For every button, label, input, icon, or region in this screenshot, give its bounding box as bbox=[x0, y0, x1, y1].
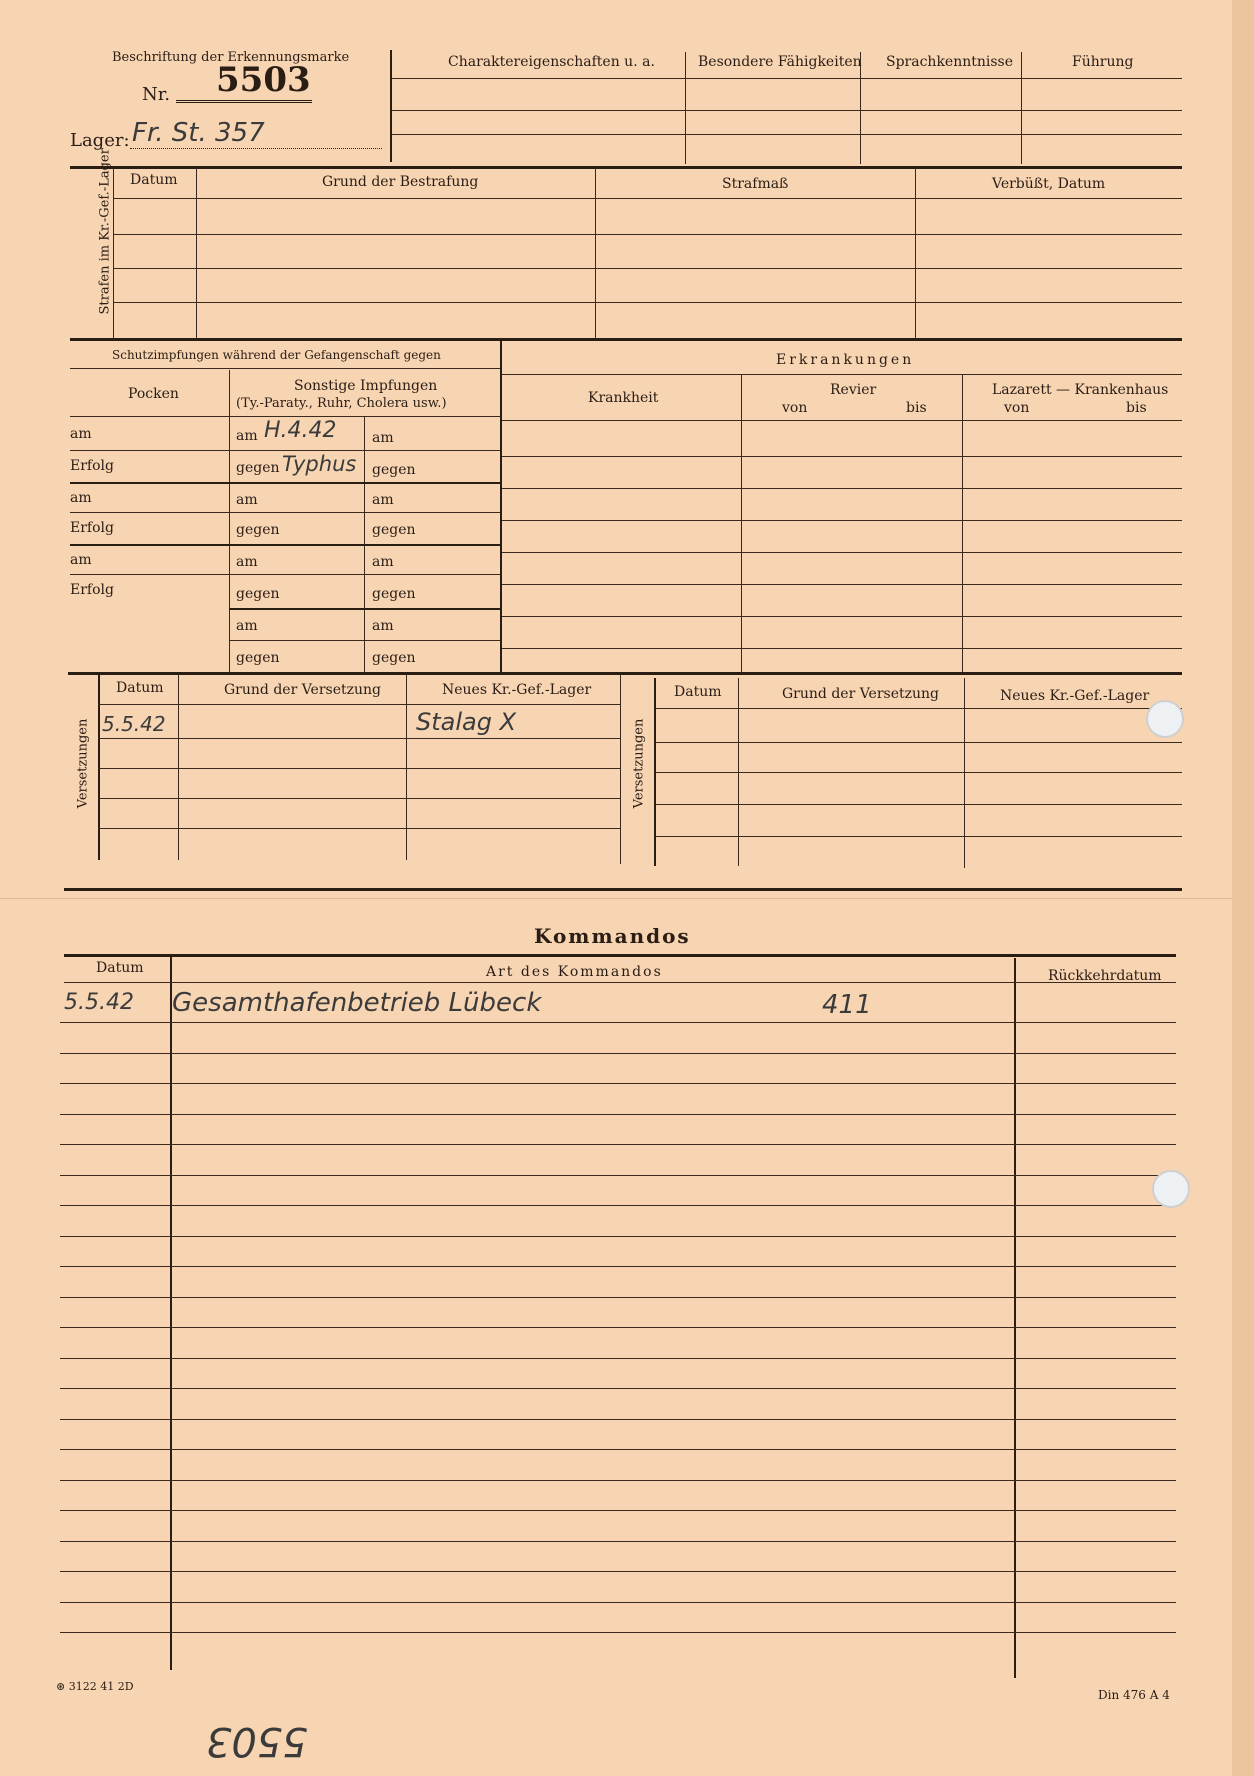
vers-col-lager-l: Neues Kr.-Gef.-Lager bbox=[442, 682, 592, 698]
sonst-gegen-4: gegen bbox=[236, 650, 280, 666]
strafen-side-label: Strafen im Kr.-Gef.-Lager bbox=[97, 148, 113, 315]
rule bbox=[64, 954, 1176, 957]
punch-hole-bottom bbox=[1152, 1170, 1190, 1208]
bottom-number: 5503 bbox=[206, 1718, 308, 1764]
kom-row-rule bbox=[60, 1083, 1176, 1084]
erk-revier-von: von bbox=[782, 400, 808, 416]
hand-gegen: Typhus bbox=[282, 452, 357, 476]
rule bbox=[1021, 52, 1022, 164]
rule bbox=[196, 168, 197, 338]
col-faehigkeiten: Besondere Fähigkeiten bbox=[698, 54, 862, 70]
impf-col-sonstige-sub: (Ty.-Paraty., Ruhr, Cholera usw.) bbox=[236, 396, 447, 411]
nr-label: Nr. bbox=[142, 84, 171, 105]
sonst-gegen-4b: gegen bbox=[372, 650, 416, 666]
kom-row-rule bbox=[60, 1510, 1176, 1511]
rule bbox=[656, 772, 1182, 773]
rule bbox=[98, 768, 620, 769]
punch-hole-top bbox=[1146, 700, 1184, 738]
kom-row-rule bbox=[60, 1602, 1176, 1603]
kom-row-rule bbox=[60, 1419, 1176, 1420]
rule bbox=[392, 134, 1182, 135]
kommandos-title: Kommandos bbox=[534, 924, 691, 948]
rule bbox=[741, 374, 742, 672]
rule bbox=[70, 482, 500, 484]
col-sprach: Sprachkenntnisse bbox=[886, 54, 1014, 70]
rule bbox=[656, 708, 1182, 709]
rule bbox=[502, 616, 1182, 617]
kom-row-rule bbox=[60, 1144, 1176, 1145]
sonst-gegen-3b: gegen bbox=[372, 586, 416, 602]
print-code-text: 3122 41 2D bbox=[68, 1680, 134, 1693]
rule bbox=[98, 674, 100, 860]
pocken-am-3: am bbox=[70, 552, 92, 568]
kom-entry-datum: 5.5.42 bbox=[64, 990, 134, 1015]
rule bbox=[595, 168, 596, 338]
rule bbox=[70, 574, 500, 575]
header-divider bbox=[390, 50, 392, 162]
sonst-am-4: am bbox=[236, 618, 258, 634]
din-label: Din 476 A 4 bbox=[1098, 1688, 1170, 1702]
sonst-gegen-1: gegen bbox=[236, 460, 280, 476]
print-mark-icon: ⊛ bbox=[56, 1680, 69, 1693]
impf-col-sonstige: Sonstige Impfungen bbox=[294, 378, 438, 394]
nr-underline bbox=[176, 100, 312, 103]
vers-col-datum-r: Datum bbox=[674, 684, 722, 700]
lager-label: Lager: bbox=[70, 130, 130, 151]
rule bbox=[962, 374, 963, 672]
sonst-gegen-2b: gegen bbox=[372, 522, 416, 538]
kom-col-datum: Datum bbox=[96, 960, 144, 976]
rule bbox=[178, 674, 179, 860]
rule bbox=[964, 678, 965, 868]
kom-entry-nr: 411 bbox=[822, 990, 872, 1020]
kom-row-rule bbox=[60, 1297, 1176, 1298]
impf-title: Schutzimpfungen während der Gefangenschaft gegen bbox=[112, 348, 441, 362]
vers-side-label-right: Versetzungen bbox=[631, 718, 647, 809]
rule bbox=[98, 798, 620, 799]
rule bbox=[64, 982, 1176, 983]
pocken-erfolg-2: Erfolg bbox=[70, 520, 114, 536]
rule bbox=[113, 198, 1182, 199]
rule bbox=[70, 416, 500, 417]
rule bbox=[70, 338, 1182, 341]
kom-row-rule bbox=[60, 1358, 1176, 1359]
rule bbox=[392, 110, 1182, 111]
rule bbox=[502, 420, 1182, 421]
rule bbox=[685, 52, 686, 164]
rule bbox=[915, 168, 916, 338]
strafen-col-grund: Grund der Bestrafung bbox=[322, 174, 479, 190]
sonst-am-2b: am bbox=[372, 492, 394, 508]
pocken-erfolg-1: Erfolg bbox=[70, 458, 114, 474]
rule bbox=[406, 674, 407, 860]
strafen-col-verbuesst: Verbüßt, Datum bbox=[992, 176, 1106, 192]
kom-row-rule bbox=[60, 1480, 1176, 1481]
erk-lazarett-von: von bbox=[1004, 400, 1030, 416]
rule bbox=[656, 742, 1182, 743]
erk-col-krankheit: Krankheit bbox=[588, 390, 659, 406]
kom-row-rule bbox=[60, 1053, 1176, 1054]
rule bbox=[113, 268, 1182, 269]
kom-row-rule bbox=[60, 1175, 1176, 1176]
strafen-col-datum: Datum bbox=[130, 172, 178, 188]
strafen-col-strafmass: Strafmaß bbox=[722, 176, 789, 192]
erk-revier-bis: bis bbox=[906, 400, 927, 416]
kom-row-rule bbox=[60, 1449, 1176, 1450]
kom-row-rule bbox=[60, 1022, 1176, 1023]
vers-entry-lager: Stalag X bbox=[416, 708, 517, 736]
rule bbox=[113, 168, 114, 338]
kom-row-rule bbox=[60, 1114, 1176, 1115]
sheet-edge bbox=[1232, 0, 1254, 1776]
vers-side-label-left: Versetzungen bbox=[75, 718, 91, 809]
sonst-am-1: am bbox=[236, 428, 258, 444]
vers-col-lager-r: Neues Kr.-Gef.-Lager bbox=[1000, 688, 1150, 704]
vers-col-grund-l: Grund der Versetzung bbox=[224, 682, 381, 698]
rule bbox=[620, 674, 621, 864]
sonst-am-2: am bbox=[236, 492, 258, 508]
col-charakter: Charaktereigenschaften u. a. bbox=[448, 54, 655, 70]
rule bbox=[860, 52, 861, 164]
erk-col-lazarett: Lazarett — Krankenhaus bbox=[992, 382, 1169, 398]
erk-lazarett-bis: bis bbox=[1126, 400, 1147, 416]
vers-col-grund-r: Grund der Versetzung bbox=[782, 686, 939, 702]
rule bbox=[502, 648, 1182, 649]
kom-row-rule bbox=[60, 1236, 1176, 1237]
kom-row-rule bbox=[60, 1266, 1176, 1267]
rule bbox=[68, 672, 1182, 675]
pocken-erfolg-3: Erfolg bbox=[70, 582, 114, 598]
kom-row-rule bbox=[60, 1205, 1176, 1206]
vers-col-datum-l: Datum bbox=[116, 680, 164, 696]
kom-entry-art: Gesamthafenbetrieb Lübeck bbox=[172, 988, 542, 1018]
rule bbox=[70, 166, 1182, 169]
rule bbox=[70, 512, 500, 513]
kom-row-rule bbox=[60, 1388, 1176, 1389]
rule bbox=[98, 738, 620, 739]
fold-rule bbox=[64, 888, 1182, 891]
hand-am: H.4.42 bbox=[264, 418, 337, 443]
kom-col-rueckkehr: Rückkehrdatum bbox=[1048, 968, 1162, 984]
rule bbox=[392, 78, 1182, 79]
sonst-gegen-3: gegen bbox=[236, 586, 280, 602]
kom-row-rule bbox=[60, 1632, 1176, 1633]
sonst-am-1b: am bbox=[372, 430, 394, 446]
rule bbox=[656, 804, 1182, 805]
vers-entry-datum: 5.5.42 bbox=[102, 712, 166, 736]
rule bbox=[502, 488, 1182, 489]
pocken-am-1: am bbox=[70, 426, 92, 442]
lager-underline bbox=[130, 148, 382, 149]
rule bbox=[70, 544, 500, 546]
lager-value: Fr. St. 357 bbox=[132, 118, 265, 148]
rule bbox=[229, 640, 500, 641]
fold-crease bbox=[0, 898, 1232, 899]
rule bbox=[70, 450, 500, 451]
marke-label: Beschriftung der Erkennungsmarke bbox=[112, 50, 350, 65]
rule bbox=[113, 234, 1182, 235]
erk-col-revier: Revier bbox=[830, 382, 877, 398]
rule bbox=[500, 340, 502, 672]
sonst-am-3b: am bbox=[372, 554, 394, 570]
erkrankungen-title: Erkrankungen bbox=[776, 352, 915, 368]
kom-row-rule bbox=[60, 1327, 1176, 1328]
rule bbox=[170, 954, 172, 1670]
sonst-gegen-1b: gegen bbox=[372, 462, 416, 478]
kom-row-rule bbox=[60, 1571, 1176, 1572]
rule bbox=[1014, 958, 1016, 1678]
kom-col-art: Art des Kommandos bbox=[486, 964, 663, 980]
rule bbox=[70, 368, 500, 369]
pocken-am-2: am bbox=[70, 490, 92, 506]
rule bbox=[502, 584, 1182, 585]
nr-value: 5503 bbox=[216, 60, 311, 100]
col-fuehrung: Führung bbox=[1072, 54, 1134, 70]
rule bbox=[229, 608, 500, 610]
sonst-am-4b: am bbox=[372, 618, 394, 634]
rule bbox=[502, 520, 1182, 521]
rule bbox=[656, 836, 1182, 837]
rule bbox=[502, 552, 1182, 553]
rule bbox=[502, 456, 1182, 457]
impf-col-pocken: Pocken bbox=[128, 386, 179, 402]
rule bbox=[98, 828, 620, 829]
rule bbox=[502, 374, 1182, 375]
rule bbox=[98, 704, 620, 705]
kom-row-rule bbox=[60, 1541, 1176, 1542]
print-code bbox=[56, 1680, 134, 1693]
sonst-gegen-2: gegen bbox=[236, 522, 280, 538]
rule bbox=[113, 302, 1182, 303]
sonst-am-3: am bbox=[236, 554, 258, 570]
